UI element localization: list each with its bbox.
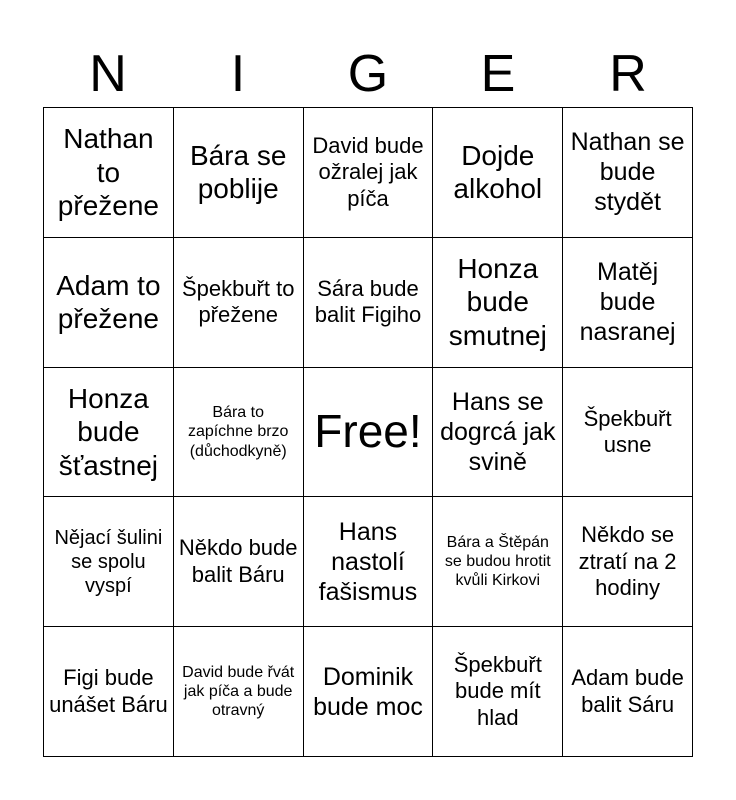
bingo-header: [43, 40, 693, 108]
bingo-cell[interactable]: [174, 238, 304, 368]
cell-text: Dominik bude moc: [313, 662, 423, 721]
bingo-cell[interactable]: [563, 238, 693, 368]
cell-text: Matěj bude nasranej: [579, 258, 676, 347]
bingo-cell[interactable]: [304, 238, 434, 368]
cell-text: Špekbuřt usne: [583, 405, 672, 457]
cell-text: Adam to přežene: [56, 269, 161, 335]
bingo-cell[interactable]: [304, 108, 434, 238]
bingo-cell[interactable]: [44, 627, 174, 757]
header-letter-n: N: [89, 45, 127, 103]
cell-text: Dojde alkohol: [453, 139, 543, 205]
bingo-cell[interactable]: [174, 368, 304, 498]
header-letter-i: I: [230, 45, 246, 103]
bingo-cell[interactable]: [563, 368, 693, 498]
cell-text: Sára bude balit Figiho: [314, 275, 422, 328]
cell-text: Nathan se bude stydět: [570, 128, 685, 217]
bingo-cell[interactable]: [563, 497, 693, 627]
bingo-cell[interactable]: [44, 238, 174, 368]
bingo-cell[interactable]: [433, 497, 563, 627]
cell-text: Adam bude balit Sáru: [571, 665, 684, 717]
bingo-cell[interactable]: [44, 368, 174, 498]
cell-text: Špekbuřt bude mít hlad: [453, 652, 542, 730]
header-letter-r: R: [609, 45, 647, 103]
bingo-cell[interactable]: [44, 497, 174, 627]
cell-text: David bude řvát jak píča a bude otravný: [182, 663, 295, 720]
cell-text: David bude ožralej jak píča: [312, 132, 424, 211]
bingo-cell[interactable]: [304, 627, 434, 757]
cell-text: Někdo bude balit Báru: [178, 535, 298, 587]
cell-text: Nějací šulini se spolu vyspí: [54, 526, 163, 597]
bingo-cell[interactable]: [304, 497, 434, 627]
bingo-cell[interactable]: [44, 108, 174, 238]
cell-text: Někdo se ztratí na 2 hodiny: [578, 522, 677, 600]
cell-text: Honza bude smutnej: [448, 252, 547, 351]
header-letter-g: G: [347, 45, 389, 103]
cell-text: Nathan to přežene: [57, 123, 159, 222]
header-letter-e: E: [480, 45, 516, 103]
cell-text: Bára se poblije: [189, 139, 287, 205]
cell-text: Špekbuřt to přežene: [181, 275, 295, 328]
bingo-cell[interactable]: [563, 627, 693, 757]
bingo-cell[interactable]: [433, 368, 563, 498]
bingo-cell[interactable]: [174, 108, 304, 238]
bingo-cell[interactable]: [433, 238, 563, 368]
cell-text: Bára to zapíchne brzo (důchodkyně): [187, 404, 289, 460]
free-space-cell[interactable]: [304, 368, 434, 498]
bingo-cell[interactable]: [433, 627, 563, 757]
bingo-cell[interactable]: [174, 497, 304, 627]
cell-text: Hans se dogrcá jak svině: [440, 387, 556, 476]
bingo-grid: [43, 107, 693, 757]
cell-text: Honza bude šťastnej: [58, 382, 158, 481]
free-space-text: Free!: [314, 405, 422, 458]
bingo-cell[interactable]: [563, 108, 693, 238]
bingo-cell[interactable]: [433, 108, 563, 238]
cell-text: Bára a Štěpán se budou hrotit kvůli Kirkovi: [444, 534, 551, 590]
cell-text: Hans nastolí fašismus: [318, 517, 418, 606]
bingo-cell[interactable]: [174, 627, 304, 757]
cell-text: Figi bude unášet Báru: [49, 665, 168, 717]
